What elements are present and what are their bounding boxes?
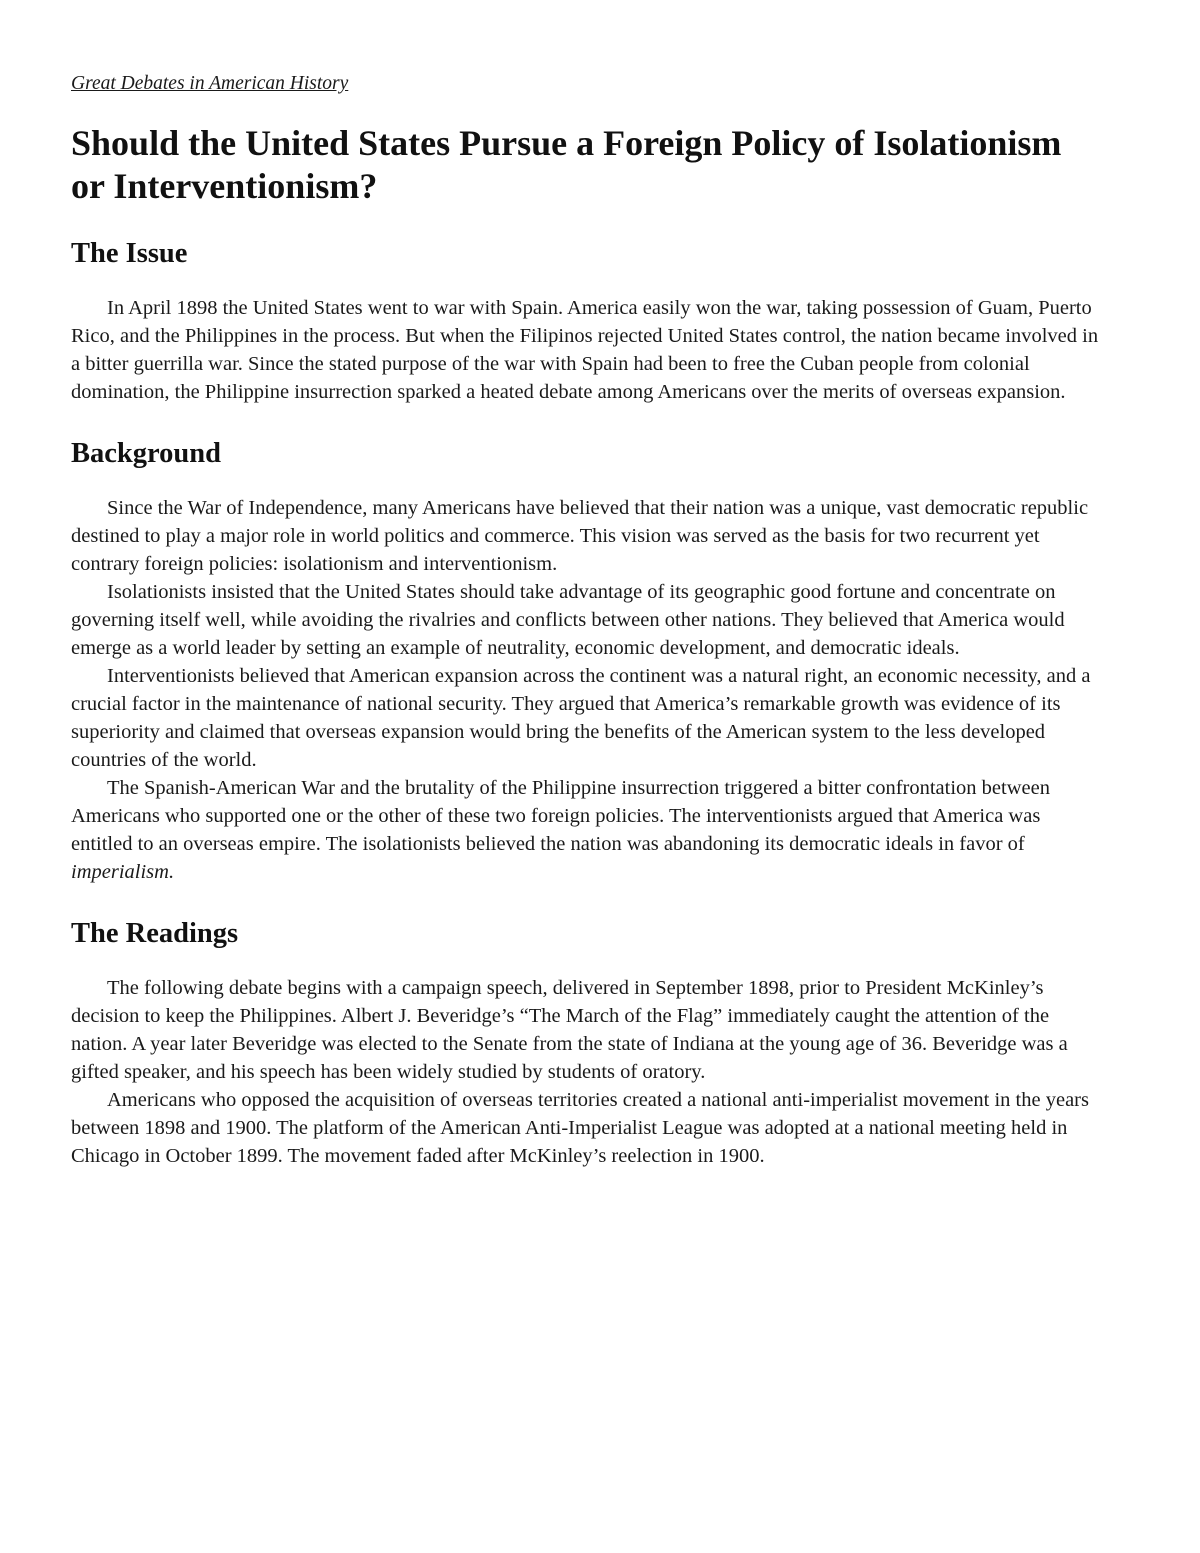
background-paragraph: Interventionists believed that American expansion across the continent was a natural right, an economic necessity, and a crucial factor in the maintenance of national security. They argued that America’s remarkable growth was evidence of its superiority and claimed that overseas expansion would bring the benefits of the American system to the less developed countries of the world.: [71, 665, 1091, 771]
readings-paragraph: The following debate begins with a campaign speech, delivered in September 1898, prior to President McKinley’s decision to keep the Philippines. Albert J. Beveridge’s “The March of the Flag” immediately caught the attention of the nation. A year later Beveridge was elected to the Senate from the state of Indiana at the young age of 36. Beveridge was a gifted speaker, and his speech has been widely studied by students of oratory.: [71, 977, 1068, 1083]
background-paragraph: Isolationists insisted that the United States should take advantage of its geographic good fortune and concentrate on governing itself well, while avoiding the rivalries and conflicts between other nations. They believed that America would emerge as a world leader by setting an example of neutrality, economic development, and democratic ideals.: [71, 581, 1065, 659]
issue-body: [71, 294, 1101, 406]
document-page: [71, 72, 1101, 1170]
section-background: [71, 437, 1101, 886]
series-title: Great Debates in American History: [71, 73, 349, 94]
section-readings: [71, 917, 1101, 1170]
section-heading-background: Background: [71, 438, 221, 469]
emphasis-imperialism: imperialism.: [71, 861, 175, 883]
document-title: Should the United States Pursue a Foreign Policy of Isolationism or Interventionism?: [71, 123, 1062, 206]
background-paragraph: Since the War of Independence, many Americans have believed that their nation was a unique, vast democratic republic destined to play a major role in world politics and commerce. This vision was served as the basis for two recurrent yet contrary foreign policies: isolationism and interventionism.: [71, 497, 1089, 575]
background-paragraph: [71, 774, 1101, 886]
readings-paragraph: Americans who opposed the acquisition of overseas territories created a national anti-imperialist movement in the years between 1898 and 1900. The platform of the American Anti-Imperialist League was adopted at a national meeting held in Chicago in October 1899. The movement faded after McKinley’s reelection in 1900.: [71, 1089, 1089, 1167]
section-heading-readings: The Readings: [71, 918, 239, 949]
issue-paragraph: In April 1898 the United States went to war with Spain. America easily won the war, taking possession of Guam, Puerto Rico, and the Philippines in the process. But when the Filipinos rejected United States control, the nation became involved in a bitter guerrilla war. Since the stated purpose of the war with Spain had been to free the Cuban people from colonial domination, the Philippine insurrection sparked a heated debate among Americans over the merits of overseas expansion.: [71, 297, 1099, 403]
readings-body: [71, 974, 1101, 1170]
background-body: [71, 494, 1101, 886]
section-issue: [71, 237, 1101, 406]
background-paragraph-text: The Spanish-American War and the brutality of the Philippine insurrection triggered a bitter confrontation between Americans who supported one or the other of these two foreign policies. The interventionists argued that America was entitled to an overseas empire. The isolationists believed the nation was abandoning its democratic ideals in favor of: [71, 777, 1050, 855]
section-heading-issue: The Issue: [71, 238, 188, 269]
